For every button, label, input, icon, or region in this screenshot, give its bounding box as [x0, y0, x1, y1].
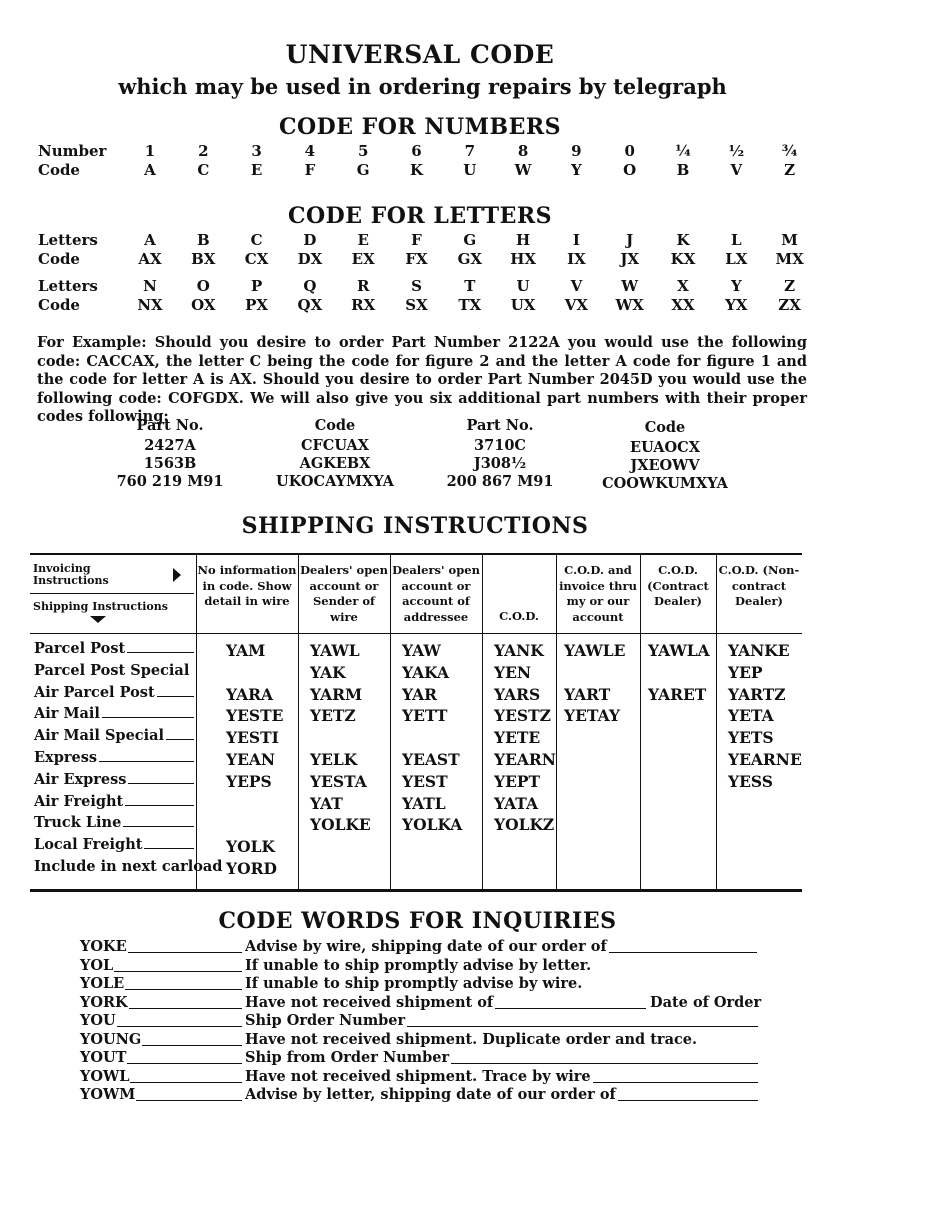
inquiries-heading: CODE WORDS FOR INQUIRIES — [218, 908, 617, 934]
shipping-method-text: Air Express — [34, 770, 127, 788]
inquiry-text: Advise by wire, shipping date of our order of — [245, 938, 607, 955]
letter-value: K — [676, 231, 690, 249]
fill-line — [609, 951, 757, 953]
shipping-method-text: Air Mail — [34, 705, 100, 723]
leader-line — [125, 988, 242, 990]
letter-code: XX — [671, 296, 695, 314]
code-row-label: Code — [38, 250, 80, 268]
leader-line — [114, 970, 242, 972]
leader-line — [142, 1044, 242, 1046]
part-code: COOWKUMXYA — [602, 475, 728, 492]
shipping-code: YARA — [226, 684, 274, 704]
inquiry-code: YOKE — [80, 938, 127, 955]
letters-code-table-1 — [38, 231, 838, 273]
number-code: K — [409, 161, 424, 179]
shipping-code: YAW — [402, 641, 441, 660]
number-value: 5 — [357, 142, 369, 160]
leader-line — [157, 686, 194, 697]
shipping-code: YAWLA — [648, 641, 710, 660]
shipping-code: YAT — [310, 793, 343, 813]
inquiry-text: Ship from Order Number — [245, 1049, 450, 1066]
shipping-code: YETS — [728, 728, 774, 748]
letters-heading: CODE FOR LETTERS — [287, 203, 553, 229]
shipping-code: YART — [564, 684, 611, 704]
letter-value: C — [250, 231, 263, 249]
shipping-code: YEAST — [402, 750, 460, 769]
shipping-code: YEARN — [494, 750, 556, 769]
letter-value: R — [356, 277, 370, 295]
number-code: E — [250, 161, 263, 179]
shipping-code: YAWL — [310, 641, 360, 660]
number-value: 9 — [571, 142, 582, 160]
part-number: 3710C — [474, 437, 526, 454]
shipping-method-text: Parcel Post Special — [34, 661, 190, 679]
leader-line — [136, 1099, 242, 1101]
leader-line — [128, 773, 194, 784]
shipping-code: YAK — [310, 662, 346, 682]
inquiry-code: YORK — [80, 993, 128, 1011]
shipping-code: YETT — [402, 706, 448, 726]
letter-code: TX — [458, 296, 482, 314]
number-value: ¾ — [781, 142, 798, 160]
shipping-code: YETZ — [310, 706, 356, 726]
inquiry-text: Ship Order Number — [245, 1012, 406, 1029]
code-row-label: Code — [38, 296, 80, 314]
letter-code: KX — [670, 250, 696, 268]
inquiry-code: YOL — [80, 956, 114, 974]
shipping-code: YAKA — [402, 662, 449, 682]
shipping-method-label — [34, 814, 194, 831]
shipping-code: YORD — [226, 859, 277, 878]
arrow-right-icon — [172, 568, 182, 582]
shipping-code: YARTZ — [728, 684, 786, 704]
inquiry-code: YOUT — [80, 1049, 127, 1066]
part-number: 200 867 M91 — [446, 473, 554, 490]
shipping-method-label — [34, 836, 194, 853]
letter-code: AX — [138, 250, 162, 268]
shipping-method-text: Parcel Post — [34, 640, 126, 657]
letter-value: Z — [784, 277, 796, 295]
fill-line — [593, 1081, 758, 1083]
shipping-method-label — [34, 771, 194, 788]
letter-value: D — [303, 231, 317, 249]
shipping-code: YANKE — [728, 641, 790, 660]
letter-value: G — [463, 231, 477, 249]
letter-code: SX — [405, 296, 428, 314]
letter-value: M — [781, 231, 798, 249]
shipping-code: YETA — [728, 706, 774, 726]
letter-value: I — [572, 231, 580, 249]
shipping-code: YESTA — [310, 771, 367, 791]
number-code: A — [144, 161, 156, 179]
letter-code: YX — [725, 296, 748, 314]
leader-line — [128, 951, 242, 953]
code-row-label: Code — [38, 161, 80, 179]
leader-line — [127, 1062, 242, 1064]
shipping-code: YETE — [494, 728, 541, 748]
number-code: U — [463, 161, 477, 179]
letter-code: HX — [510, 250, 536, 268]
column-divider — [482, 555, 483, 889]
leader-line — [127, 642, 194, 653]
letter-code: LX — [725, 250, 748, 268]
leader-line — [129, 1007, 242, 1009]
number-value: 3 — [251, 142, 262, 160]
letter-value: L — [731, 231, 742, 249]
letter-code: WX — [615, 296, 644, 314]
number-code: O — [623, 161, 637, 179]
number-value: ¼ — [675, 142, 691, 160]
shipping-code: YEARNE — [728, 750, 802, 769]
shipping-label: Shipping Instructions — [33, 600, 168, 613]
letter-code: OX — [191, 296, 216, 314]
shipping-code: YOLKZ — [494, 815, 555, 835]
column-header: Dealers' open account or account of addressee — [392, 563, 480, 624]
inquiry-code: YOU — [80, 1012, 116, 1029]
shipping-method-label — [34, 727, 194, 744]
page-title: UNIVERSAL CODE — [285, 40, 555, 69]
number-value: 2 — [198, 142, 209, 160]
shipping-method-label — [34, 684, 194, 701]
leader-line — [99, 751, 194, 762]
shipping-code: YEAN — [226, 750, 276, 769]
number-code: F — [304, 161, 316, 179]
code-header: Code — [314, 417, 356, 434]
shipping-method-text: Express — [34, 749, 98, 766]
letter-value: A — [144, 231, 156, 249]
part-no-header: Part No. — [136, 417, 204, 434]
letter-code: IX — [567, 250, 586, 268]
number-value: 7 — [464, 142, 476, 160]
example-paragraph: For Example: Should you desire to order Part Number 2122A you would use the following code: CACCAX, the letter C being the code for figure 2 and the letter A code for figure 1 and the code for letter A is AX. Should you desire to order Part Number 2045D you would use the following code: COFGDX. We will also give you six additional part numbers with their proper codes following: — [37, 334, 807, 425]
letter-value: W — [621, 277, 639, 295]
letter-code: RX — [351, 296, 376, 314]
letter-value: H — [516, 231, 531, 249]
leader-line — [117, 1025, 242, 1027]
part-number: J308½ — [473, 455, 527, 472]
number-code: V — [730, 161, 743, 179]
fill-line — [618, 1099, 758, 1101]
letter-code: JX — [620, 250, 640, 268]
part-code: AGKEBX — [299, 455, 371, 472]
letter-code: EX — [351, 250, 375, 268]
number-code: Z — [784, 161, 796, 179]
shipping-code: YARET — [648, 684, 707, 704]
shipping-code: YAM — [226, 641, 266, 660]
number-code: G — [356, 161, 370, 179]
shipping-code: YESS — [728, 771, 773, 791]
leader-line — [125, 795, 194, 806]
leader-line — [102, 707, 194, 718]
shipping-code: YEST — [402, 771, 448, 791]
part-code: UKOCAYMXYA — [276, 473, 394, 490]
shipping-code: YANK — [494, 641, 544, 660]
column-header: C.O.D. (Contract Dealer) — [647, 563, 709, 608]
shipping-code: YEN — [494, 662, 532, 682]
header-divider — [30, 633, 802, 634]
shipping-code: YESTI — [226, 728, 279, 748]
inquiry-text: Have not received shipment. Duplicate order and trace. — [245, 1030, 698, 1048]
shipping-code: YATA — [494, 793, 538, 813]
leader-line — [130, 1081, 242, 1083]
shipping-code: YATL — [402, 793, 446, 813]
part-number: 2427A — [144, 437, 196, 454]
letter-code: UX — [510, 296, 536, 314]
shipping-instructions-table — [30, 553, 802, 892]
fill-line — [407, 1025, 758, 1027]
shipping-method-text: Include in next carload — [34, 858, 223, 875]
inquiry-text: Have not received shipment. Trace by wire — [245, 1067, 591, 1085]
letter-value: U — [516, 277, 530, 295]
leader-line — [123, 816, 194, 827]
shipping-method-text: Air Mail Special — [34, 727, 165, 745]
letter-code: PX — [245, 296, 269, 314]
letter-code: NX — [137, 296, 163, 314]
letter-code: VX — [564, 296, 589, 314]
letter-code: CX — [244, 250, 269, 268]
part-no-header: Part No. — [466, 417, 534, 434]
number-value: ½ — [728, 142, 745, 160]
number-code: C — [197, 161, 210, 179]
letter-value: T — [464, 277, 476, 295]
code-header: Code — [644, 419, 686, 436]
shipping-code: YETAY — [564, 706, 620, 726]
column-header: C.O.D. — [499, 609, 539, 623]
numbers-code-table — [38, 142, 838, 184]
leader-line — [166, 729, 194, 740]
shipping-method-label — [34, 662, 189, 679]
numbers-heading: CODE FOR NUMBERS — [278, 114, 562, 140]
shipping-code: YESTE — [226, 706, 284, 726]
letter-value: Q — [303, 277, 317, 295]
inquiry-suffix: Date of Order — [650, 993, 762, 1011]
number-code: Y — [571, 161, 582, 179]
letter-code: GX — [457, 250, 483, 268]
letter-code: BX — [191, 250, 216, 268]
corner-header — [30, 555, 196, 633]
letter-code: FX — [405, 250, 428, 268]
shipping-code: YARM — [310, 684, 363, 704]
letter-value: N — [143, 277, 157, 295]
letter-value: E — [357, 231, 369, 249]
shipping-code: YAR — [402, 684, 437, 704]
shipping-code: YEPT — [494, 771, 541, 791]
letter-value: V — [570, 277, 583, 295]
inquiry-code: YOWL — [80, 1067, 130, 1085]
letters-row-label: Letters — [38, 277, 98, 295]
number-code: W — [514, 161, 532, 179]
shipping-code: YEP — [728, 662, 763, 682]
inquiry-text: Have not received shipment of — [245, 993, 494, 1011]
number-value: 6 — [411, 142, 422, 160]
number-value: 1 — [144, 142, 156, 160]
invoicing-label: Invoicing Instructions — [33, 562, 109, 587]
shipping-code: YAWLE — [564, 641, 626, 660]
corner-divider — [30, 593, 194, 594]
shipping-method-text: Local Freight — [34, 836, 143, 854]
inquiry-text: If unable to ship promptly advise by wire. — [245, 975, 583, 992]
letter-value: Y — [730, 277, 742, 295]
number-row-label: Number — [38, 142, 107, 160]
inquiry-text: If unable to ship promptly advise by letter. — [245, 956, 592, 974]
number-value: 8 — [517, 142, 529, 160]
shipping-code: YELK — [310, 750, 358, 769]
number-code: B — [676, 161, 690, 179]
shipping-method-label — [34, 793, 194, 810]
inquiry-text: Advise by letter, shipping date of our order of — [245, 1086, 616, 1103]
inquiry-code: YOWM — [80, 1086, 136, 1103]
column-header: Dealers' open account or Sender of wire — [300, 563, 388, 624]
arrow-down-icon — [90, 615, 106, 624]
column-header: C.O.D. (Non-contract Dealer) — [718, 563, 800, 608]
part-code: JXEOWV — [630, 457, 700, 474]
shipping-code: YOLKE — [310, 815, 371, 835]
fill-line — [451, 1062, 758, 1064]
letter-code: MX — [775, 250, 804, 268]
shipping-method-label — [34, 749, 194, 766]
column-header: No information in code. Show detail in wire — [197, 563, 297, 608]
shipping-code: YARS — [494, 684, 541, 704]
inquiry-code: YOLE — [80, 975, 125, 992]
shipping-code: YESTZ — [494, 706, 551, 726]
letter-value: O — [196, 277, 210, 295]
letter-value: P — [250, 277, 263, 295]
leader-line — [144, 838, 194, 849]
letter-value: F — [411, 231, 422, 249]
shipping-code: YOLKA — [402, 815, 463, 835]
number-value: 0 — [624, 142, 635, 160]
number-value: 4 — [304, 142, 316, 160]
part-code: EUAOCX — [630, 439, 700, 456]
shipping-method-label — [34, 640, 194, 657]
shipping-method-text: Truck Line — [34, 814, 122, 832]
letter-code: ZX — [778, 296, 801, 314]
letters-code-table-2 — [38, 277, 838, 319]
fill-line — [495, 1007, 646, 1009]
letter-code: QX — [297, 296, 323, 314]
letters-row-label: Letters — [38, 231, 98, 249]
shipping-heading: SHIPPING INSTRUCTIONS — [241, 513, 589, 539]
part-number: 760 219 M91 — [116, 473, 224, 490]
letter-code: DX — [297, 250, 323, 268]
letter-value: S — [411, 277, 422, 295]
column-header: C.O.D. and invoice thru my or our account — [559, 563, 637, 624]
shipping-method-label — [34, 858, 222, 875]
part-code: CFCUAX — [300, 437, 370, 454]
letter-value: J — [626, 231, 634, 249]
shipping-method-text: Air Parcel Post — [34, 683, 155, 701]
shipping-code: YEPS — [226, 771, 272, 791]
letter-value: X — [677, 277, 689, 295]
shipping-method-text: Air Freight — [34, 792, 124, 810]
page-subtitle: which may be used in ordering repairs by telegraph — [118, 74, 727, 99]
letter-value: B — [196, 231, 210, 249]
inquiry-code: YOUNG — [80, 1030, 142, 1048]
shipping-code: YOLK — [226, 837, 275, 857]
part-number: 1563B — [143, 455, 197, 472]
shipping-method-label — [34, 705, 194, 722]
